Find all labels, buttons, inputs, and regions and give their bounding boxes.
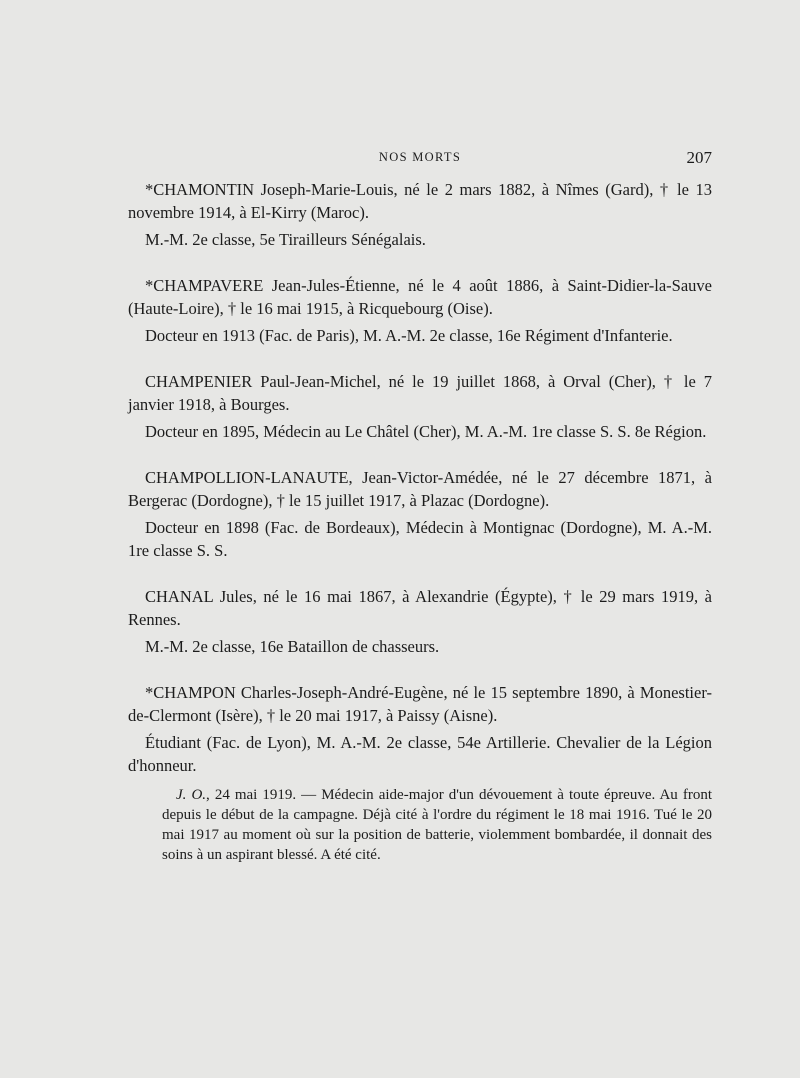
citation bbox=[162, 785, 712, 865]
entry-service: Docteur en 1895, Médecin au Le Châtel (Cher), M. A.-M. 1re classe S. S. 8e Région. bbox=[145, 422, 707, 441]
page-content bbox=[128, 178, 712, 888]
entry-service: Docteur en 1913 (Fac. de Paris), M. A.-M. 2e classe, 16e Régiment d'Infanterie. bbox=[145, 326, 673, 345]
entry-champon bbox=[128, 681, 712, 865]
entry-champavere bbox=[128, 274, 712, 347]
entry-service: M.-M. 2e classe, 5e Tirailleurs Sénégalais. bbox=[145, 230, 426, 249]
entry-champenier bbox=[128, 370, 712, 443]
entry-identity: CHAMPENIER Paul-Jean-Michel, né le 19 juillet 1868, à Orval (Cher), † le 7 janvier 1918, à Bourges. bbox=[128, 372, 712, 414]
page-number: 207 bbox=[686, 148, 712, 167]
citation-source: J. O. bbox=[176, 787, 207, 803]
entry-chamontin bbox=[128, 178, 712, 251]
citation-text: , 24 mai 1919. — Médecin aide-major d'un dévouement à toute épreuve. Au front depuis le début de la campagne. Déjà cité à l'ordre du régiment le 18 mai 1916. Tué le 20 mai 1917 au moment où sur la position de batterie, violemment bombardée, il donnait des soins à un aspirant blessé. A été cité. bbox=[162, 787, 712, 863]
entry-chanal bbox=[128, 585, 712, 658]
entry-champollion-lanaute bbox=[128, 466, 712, 562]
page-header bbox=[128, 148, 712, 172]
entry-identity: CHAMPOLLION-LANAUTE, Jean-Victor-Amédée, né le 27 décembre 1871, à Bergerac (Dordogne), † le 15 juillet 1917, à Plazac (Dordogne). bbox=[128, 468, 712, 510]
entry-service: Docteur en 1898 (Fac. de Bordeaux), Médecin à Montignac (Dordogne), M. A.-M. 1re classe S. S. bbox=[128, 518, 712, 560]
entry-service: Étudiant (Fac. de Lyon), M. A.-M. 2e classe, 54e Artillerie. Chevalier de la Légion d'honneur. bbox=[128, 733, 712, 775]
entry-identity: *CHAMPON Charles-Joseph-André-Eugène, né le 15 septembre 1890, à Monestier-de-Clermont (Isère), † le 20 mai 1917, à Paissy (Aisne). bbox=[128, 683, 712, 725]
entry-service: M.-M. 2e classe, 16e Bataillon de chasseurs. bbox=[145, 637, 440, 656]
entry-identity: *CHAMPAVERE Jean-Jules-Étienne, né le 4 août 1886, à Saint-Didier-la-Sauve (Haute-Loire), † le 16 mai 1915, à Ricquebourg (Oise). bbox=[128, 276, 712, 318]
entry-identity: *CHAMONTIN Joseph-Marie-Louis, né le 2 mars 1882, à Nîmes (Gard), † le 13 novembre 1914, à El-Kirry (Maroc). bbox=[128, 180, 712, 222]
running-title: NOS MORTS bbox=[378, 150, 462, 164]
entry-identity: CHANAL Jules, né le 16 mai 1867, à Alexandrie (Égypte), † le 29 mars 1919, à Rennes. bbox=[128, 587, 712, 629]
